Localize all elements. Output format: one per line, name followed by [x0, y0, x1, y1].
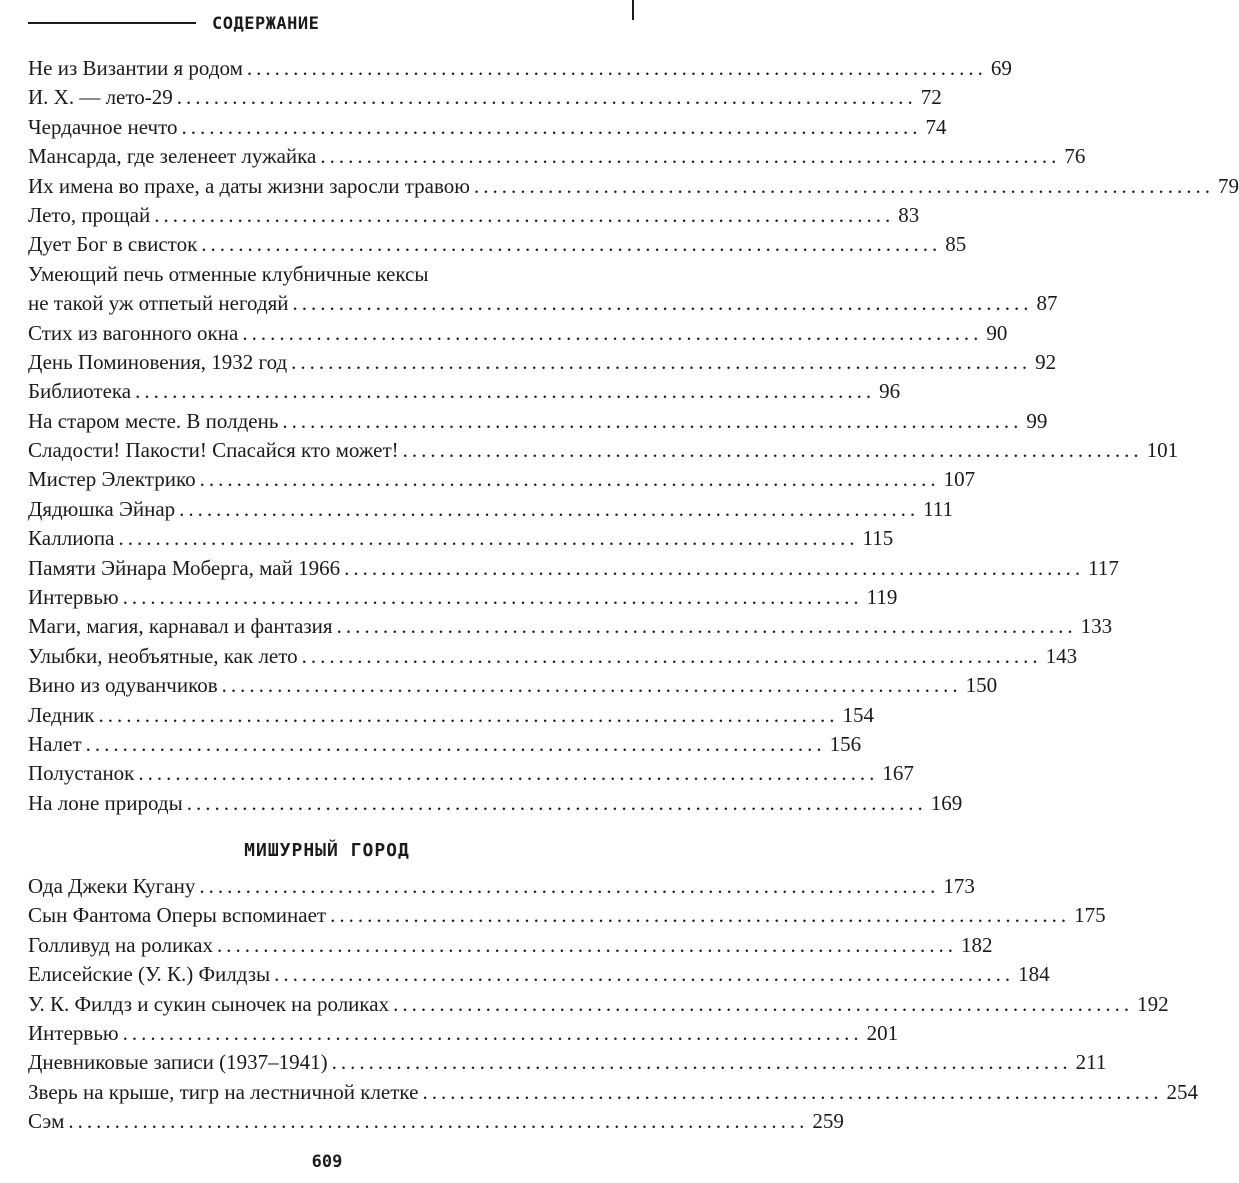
toc-entry — [28, 1107, 844, 1136]
toc-entry-title: Лето, прощай — [28, 202, 151, 227]
toc-entry-title: Памяти Эйнара Моберга, май 1966 — [28, 555, 341, 580]
toc-entry — [28, 436, 1179, 465]
dot-leader: ................................................................................ — [122, 1020, 863, 1045]
toc-entry-page: 96 — [879, 379, 901, 404]
toc-entry-title: Сэм — [28, 1109, 65, 1134]
toc-entry — [28, 465, 976, 494]
toc-entry-title: Чердачное нечто — [28, 114, 178, 139]
dot-leader: ................................................................................ — [179, 496, 920, 521]
toc-entry — [28, 407, 1048, 436]
toc-entry-title: У. К. Филдз и сукин сыночек на роликах — [28, 991, 390, 1016]
toc-entry-title: На старом месте. В полдень — [28, 408, 279, 433]
toc-entry-page: 182 — [960, 932, 993, 957]
toc-entry-title: Вино из одуванчиков — [28, 673, 218, 698]
toc-entry — [28, 1048, 1107, 1077]
toc-entry — [28, 377, 901, 406]
toc-entry-title: Библиотека — [28, 379, 132, 404]
toc-entry-page: 90 — [986, 320, 1008, 345]
toc-entry — [28, 901, 1106, 930]
toc-entry-title: Стих из вагонного окна — [28, 320, 239, 345]
toc-entry-page: 119 — [866, 585, 898, 610]
toc-entry-title: Сладости! Пакости! Спасайся кто может! — [28, 438, 399, 463]
toc-entry — [28, 960, 1050, 989]
dot-leader: ................................................................................ — [176, 85, 917, 110]
toc-entry — [28, 583, 898, 612]
toc-entry — [28, 230, 967, 259]
toc-entry-title: Мансарда, где зеленеет лужайка — [28, 144, 317, 169]
toc-entry-page: 254 — [1166, 1079, 1198, 1104]
dot-leader: ................................................................................ — [422, 1079, 1163, 1104]
dot-leader: ................................................................................ — [320, 144, 1061, 169]
toc-entry — [28, 1078, 1198, 1107]
dot-leader: ................................................................................ — [242, 320, 983, 345]
dot-leader: ................................................................................ — [199, 874, 940, 898]
toc-entry-title: Интервью — [28, 1020, 119, 1045]
toc-entry-title: Дневниковые записи (1937–1941) — [28, 1050, 328, 1075]
dot-leader: ................................................................................ — [330, 903, 1071, 928]
toc-entry-page: 117 — [1088, 555, 1119, 580]
toc-entry-page: 85 — [945, 232, 967, 257]
toc-entry — [28, 612, 1113, 641]
toc-entry-page: 92 — [1035, 349, 1057, 374]
toc-entry-page: 143 — [1045, 643, 1078, 668]
toc-entry — [28, 671, 998, 700]
toc-entry — [28, 701, 875, 730]
dot-leader: ................................................................................ — [199, 467, 940, 492]
running-head: СОДЕРЖАНИЕ — [212, 14, 320, 34]
toc-entry — [28, 524, 894, 553]
toc-entry — [28, 113, 947, 142]
toc-entry-page: 259 — [812, 1109, 844, 1134]
toc-entry — [28, 789, 963, 818]
dot-leader: ................................................................................ — [181, 114, 922, 139]
toc-entry — [28, 495, 954, 524]
toc-entry-title: Налет — [28, 731, 82, 756]
toc-entry — [28, 730, 862, 759]
toc-entry — [28, 642, 1078, 671]
toc-entry-page: 201 — [866, 1020, 899, 1045]
dot-leader: ................................................................................ — [246, 56, 987, 80]
toc-entry-page: 154 — [842, 702, 875, 727]
toc-entry — [28, 260, 633, 289]
toc-entry — [28, 990, 1169, 1019]
toc-entry — [28, 54, 1012, 83]
header-rule — [28, 22, 196, 24]
toc-entry-page: 133 — [1080, 614, 1113, 639]
dot-leader: ................................................................................ — [473, 173, 1214, 198]
toc-entry-title: Ода Джеки Кугану — [28, 874, 196, 898]
dot-leader: ................................................................................ — [291, 349, 1032, 374]
toc-entry-title: Улыбки, необъятные, как лето — [28, 643, 298, 668]
dot-leader: ................................................................................ — [154, 202, 895, 227]
toc-entry-page: 87 — [1036, 291, 1058, 316]
toc-entry-title: не такой уж отпетый негодяй — [28, 291, 289, 316]
toc-entry-page: 111 — [923, 496, 954, 521]
side-rule — [632, 0, 634, 20]
dot-leader: ................................................................................ — [331, 1050, 1072, 1075]
section-heading: МИШУРНЫЙ ГОРОД — [244, 840, 410, 861]
toc-entry-title: Интервью — [28, 585, 119, 610]
toc-entry — [28, 142, 1086, 171]
toc-entry-page: 150 — [965, 673, 998, 698]
toc-entry-title: Дядюшка Эйнар — [28, 496, 176, 521]
toc-section-1 — [28, 54, 1239, 818]
dot-leader: ................................................................................ — [301, 643, 1042, 668]
toc-entry-page: 83 — [898, 202, 920, 227]
toc-entry-page: 76 — [1064, 144, 1086, 169]
dot-leader: ................................................................................ — [85, 731, 826, 756]
dot-leader: ................................................................................ — [274, 962, 1015, 987]
toc-entry-title: Маги, магия, карнавал и фантазия — [28, 614, 333, 639]
toc-entry-page: 192 — [1137, 991, 1169, 1016]
toc-entry — [28, 319, 1008, 348]
dot-leader: ................................................................................ — [216, 932, 957, 957]
toc-entry-title: Умеющий печь отменные клубничные кексы — [28, 261, 429, 286]
toc-entry-title: Дует Бог в свисток — [28, 232, 198, 257]
toc-entry-page: 173 — [943, 874, 975, 898]
toc-entry-page: 211 — [1075, 1050, 1107, 1075]
toc-entry — [28, 172, 1239, 201]
toc-entry — [28, 201, 920, 230]
toc-entry-page: 107 — [943, 467, 976, 492]
toc-entry-page: 74 — [925, 114, 947, 139]
page-number: 609 — [311, 1152, 343, 1172]
toc-entry-page: 69 — [990, 56, 1012, 80]
toc-entry-title: Их имена во прахе, а даты жизни заросли травою — [28, 173, 470, 198]
dot-leader: ................................................................................ — [393, 991, 1134, 1016]
dot-leader: ................................................................................ — [336, 614, 1077, 639]
dot-leader: ................................................................................ — [135, 379, 876, 404]
toc-entry — [28, 931, 993, 960]
dot-leader: ................................................................................ — [402, 438, 1143, 463]
toc-entry — [28, 554, 1119, 583]
toc-entry — [28, 759, 914, 788]
dot-leader: ................................................................................ — [98, 702, 839, 727]
toc-entry-page: 115 — [862, 526, 894, 551]
toc-entry-title: Сын Фантома Оперы вспоминает — [28, 903, 327, 928]
toc-entry-page: 169 — [930, 790, 963, 815]
toc-entry-title: Каллиопа — [28, 526, 115, 551]
toc-entry-page: 156 — [829, 731, 862, 756]
toc-entry-page: 101 — [1146, 438, 1179, 463]
toc-entry-title: День Поминовения, 1932 год — [28, 349, 288, 374]
toc-entry-page: 72 — [920, 85, 942, 110]
toc-entry — [28, 1019, 899, 1048]
toc-entry-title: И. Х. — лето-29 — [28, 85, 173, 110]
toc-entry-page: 175 — [1074, 903, 1106, 928]
dot-leader: ................................................................................ — [68, 1109, 809, 1134]
toc-entry-page: 184 — [1018, 962, 1050, 987]
toc-entry-page: 167 — [882, 761, 914, 786]
dot-leader: ................................................................................ — [201, 232, 942, 257]
toc-entry — [28, 83, 942, 112]
toc-section-2 — [28, 872, 1198, 1137]
dot-leader: ................................................................................ — [138, 761, 879, 786]
toc-entry — [28, 289, 1058, 318]
dot-leader: ................................................................................ — [118, 526, 859, 551]
toc-entry-title: Полустанок — [28, 761, 135, 786]
toc-entry — [28, 872, 975, 901]
toc-entry-page: 99 — [1026, 408, 1048, 433]
toc-entry-title: Мистер Электрико — [28, 467, 196, 492]
dot-leader: ................................................................................ — [282, 408, 1023, 433]
toc-entry — [28, 348, 1057, 377]
toc-entry-title: Елисейские (У. К.) Филдзы — [28, 962, 271, 987]
dot-leader: ................................................................................ — [186, 790, 927, 815]
toc-entry-title: Голливуд на роликах — [28, 932, 213, 957]
toc-entry-title: Зверь на крыше, тигр на лестничной клетке — [28, 1079, 419, 1104]
dot-leader: ................................................................................ — [221, 673, 962, 698]
dot-leader: ................................................................................ — [344, 555, 1085, 580]
toc-entry-title: На лоне природы — [28, 790, 183, 815]
toc-entry-title: Не из Византии я родом — [28, 56, 243, 80]
dot-leader: ................................................................................ — [292, 291, 1033, 316]
dot-leader: ................................................................................ — [122, 585, 863, 610]
toc-entry-page: 79 — [1217, 173, 1239, 198]
toc-entry-title: Ледник — [28, 702, 95, 727]
